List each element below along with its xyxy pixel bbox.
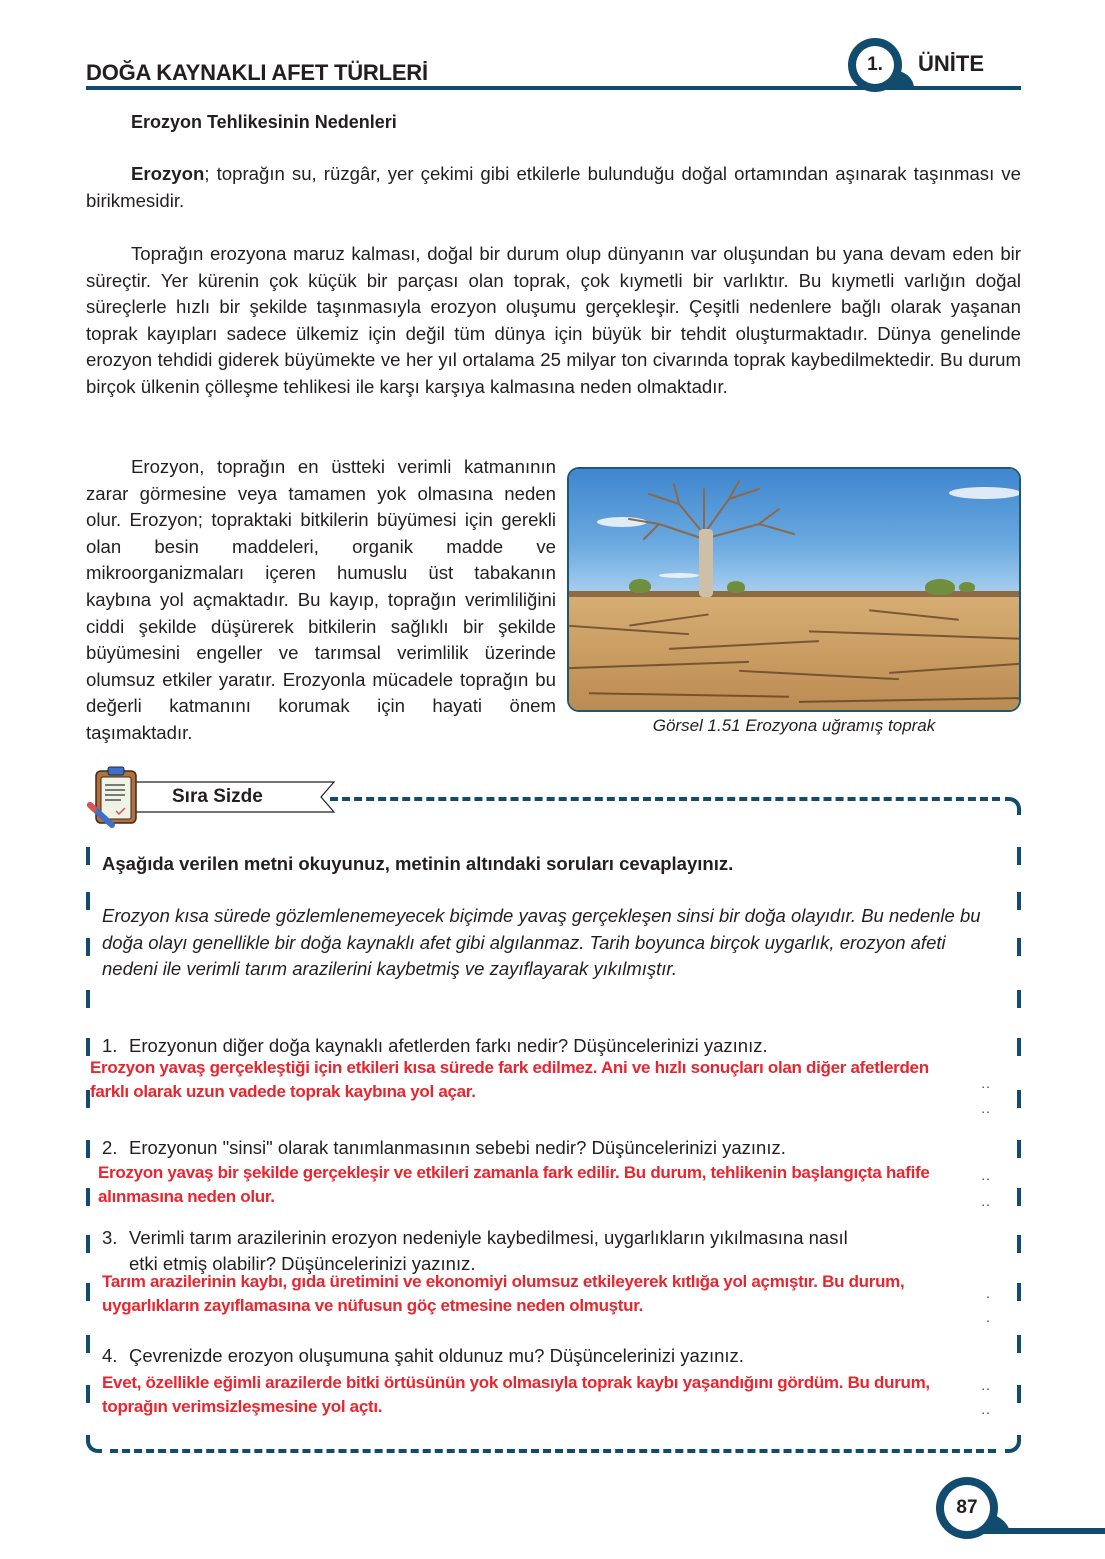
unit-number: 1. <box>856 46 894 84</box>
answer-line-dots: . <box>986 1285 991 1301</box>
question-text: Erozyonun "sinsi" olarak tanımlanmasının sebebi nedir? Düşüncelerinizi yazınız. <box>129 1137 786 1158</box>
box-border-right <box>1017 1188 1021 1206</box>
box-corner <box>86 1435 102 1453</box>
box-border-right <box>1017 1235 1021 1253</box>
sira-sizde-banner <box>126 781 336 813</box>
unit-badge <box>848 38 902 92</box>
box-border-left <box>86 1335 90 1353</box>
answer-3[interactable]: Tarım arazilerinin kaybı, gıda üretimini ve ekonomiyi olumsuz etkileyerek kıtlığa yol açmıştır. Bu durum, uygarlıkların zayıflamasına ve nüfusun göç etmesine neden olmuştur. <box>102 1272 905 1315</box>
question-number: 3. <box>102 1227 118 1248</box>
box-border-left <box>86 938 90 956</box>
bush-shape <box>959 582 975 592</box>
box-border-top <box>330 797 1000 801</box>
box-border-right <box>1017 938 1021 956</box>
paragraph-erosion-process <box>86 241 1021 400</box>
answer-line-dots: .. <box>981 1401 991 1417</box>
chapter-title: DOĞA KAYNAKLI AFET TÜRLERİ <box>86 60 428 85</box>
box-border-right <box>1017 892 1021 910</box>
box-border-bottom <box>110 1449 996 1453</box>
box-border-right <box>1017 1090 1021 1108</box>
box-border-right <box>1017 1140 1021 1158</box>
question-4 <box>102 1343 992 1369</box>
figure-caption: Görsel 1.51 Erozyona uğramış toprak <box>652 716 936 735</box>
page-number-badge <box>936 1477 998 1539</box>
question-text: Erozyonun diğer doğa kaynaklı afetlerden farkı nedir? Düşüncelerinizi yazınız. <box>129 1035 768 1056</box>
bush-shape <box>629 579 651 593</box>
clipboard-pen-icon <box>86 765 144 829</box>
answer-1[interactable]: Erozyon yavaş gerçekleştiği için etkileri kısa sürede fark edilmez. Ani ve hızlı sonuçları olan diğer afetlerden farklı olarak uzun vadede toprak kaybına yol açar. <box>90 1058 929 1101</box>
activity-instruction: Aşağıda verilen metni okuyunuz, metinin altındaki soruları cevaplayınız. <box>102 853 734 874</box>
question-number: 1. <box>102 1035 118 1056</box>
box-border-left <box>86 1188 90 1206</box>
question-text: Verimli tarım arazilerinin erozyon nedeniyle kaybedilmesi, uygarlıkların yıkılmasına nasıl <box>129 1227 848 1248</box>
answer-4[interactable]: Evet, özellikle eğimli arazilerde bitki örtüsünün yok olmasıyla toprak kaybı yaşandığını gördüm. Bu durum, toprağın verimsizleşmesine yol açtı. <box>102 1373 930 1416</box>
answer-line-dots: .. <box>981 1167 991 1183</box>
box-border-left <box>86 1385 90 1403</box>
answer-line-dots: .. <box>981 1100 991 1116</box>
tree-trunk <box>699 529 713 597</box>
box-border-right <box>1017 990 1021 1008</box>
eroded-soil-photo <box>567 467 1021 712</box>
box-border-left <box>86 847 90 865</box>
answer-line-dots: .. <box>981 1075 991 1091</box>
page-number: 87 <box>944 1485 990 1531</box>
box-border-left <box>86 1038 90 1056</box>
unit-label: ÜNİTE <box>918 51 984 76</box>
section-heading: Erozyon Tehlikesinin Nedenleri <box>131 112 397 132</box>
question-2 <box>102 1135 992 1161</box>
banner-label: Sıra Sizde <box>172 786 263 807</box>
answer-line-dots: .. <box>981 1377 991 1393</box>
bush-shape <box>727 581 745 593</box>
box-border-left <box>86 1283 90 1301</box>
cloud-shape <box>949 487 1021 499</box>
box-border-right <box>1017 1283 1021 1301</box>
question-text: Çevrenizde erozyon oluşumuna şahit oldunuz mu? Düşüncelerinizi yazınız. <box>129 1345 744 1366</box>
page-header <box>86 36 1021 92</box>
term-erozyon: Erozyon <box>131 163 205 184</box>
box-border-right <box>1017 1038 1021 1056</box>
question-text-continuation: etki etmiş olabilir? Düşüncelerinizi yazınız. <box>129 1253 476 1274</box>
paragraph-text: Toprağın erozyona maruz kalması, doğal bir durum olup dünyanın var oluşundan bu yana devam eden bir süreçtir. Yer kürenin çok küçük bir parçası olan toprak, çok kıymetli bir varlıktır. Bu kıymetli varlığın doğal süreçlerle hızlı bir şekilde taşınmasıyla erozyon oluşumu gerçekleşir. Çeşitli nedenlere bağlı olarak yaşanan toprak kayıpları sadece ülkemiz için değil tüm dünya için büyük bir tehdit oluşturmaktadır. Dünya genelinde erozyon tehdidi giderek büyümekte ve her yıl ortalama 25 milyar ton civarında toprak kaybedilmektedir. Bu durum birçok ülkenin çölleşme tehlikesi ile karşı karşıya kalmasına neden olmaktadır. <box>86 243 1021 397</box>
paragraph-definition <box>86 161 1021 214</box>
bush-shape <box>925 579 955 595</box>
answer-line-dots: .. <box>981 1193 991 1209</box>
activity-box-sira-sizde <box>86 786 1021 1455</box>
box-corner <box>1005 797 1021 815</box>
box-border-right <box>1017 1385 1021 1403</box>
box-corner <box>1005 1435 1021 1453</box>
answer-2[interactable]: Erozyon yavaş bir şekilde gerçekleşir ve etkileri zamanla fark edilir. Bu durum, tehlikenin başlangıçta hafife alınmasına neden olur. <box>98 1163 930 1206</box>
box-border-left <box>86 990 90 1008</box>
paragraph-text: Erozyon, toprağın en üstteki verimli katmanının zarar görmesine veya tamamen yok olmasına neden olur. Erozyon; topraktaki bitkilerin büyümesi için gerekli olan besin maddeleri, organik madde ve mikroorganizmaları içeren humuslu üst tabakanın kaybına yol açmaktadır. Bu kayıp, toprağın verimliliğini ciddi şekilde düşürerek bitkilerin sağlıklı bir şekilde büyümesini engeller ve tarımsal verimlilik üzerinde olumsuz etkiler yaratır. Erozyonla mücadele toprağın bu değerli katmanını korumak için hayati önem taşımaktadır. <box>86 456 556 743</box>
box-border-left <box>86 892 90 910</box>
question-number: 2. <box>102 1137 118 1158</box>
answer-line-dots: . <box>986 1309 991 1325</box>
definition-text: ; toprağın su, rüzgâr, yer çekimi gibi etkilerle bulunduğu doğal ortamından aşınarak taşınması ve birikmesidir. <box>86 163 1021 211</box>
box-border-right <box>1017 1335 1021 1353</box>
question-number: 4. <box>102 1345 118 1366</box>
paragraph-erosion-effects <box>86 454 556 747</box>
activity-passage: Erozyon kısa sürede gözlemlenemeyecek biçimde yavaş gerçekleşen sinsi bir doğa olayıdır. Bu nedenle bu doğa olayı genellikle bir doğa kaynaklı afet gibi algılanmaz. Tarih boyunca birçok uygarlık, erozyon afeti nedeni ile verimli tarım arazilerini kaybetmiş ve zayıflayarak yıkılmıştır. <box>102 905 981 979</box>
box-border-left <box>86 1140 90 1158</box>
box-border-left <box>86 1235 90 1253</box>
box-border-right <box>1017 847 1021 865</box>
